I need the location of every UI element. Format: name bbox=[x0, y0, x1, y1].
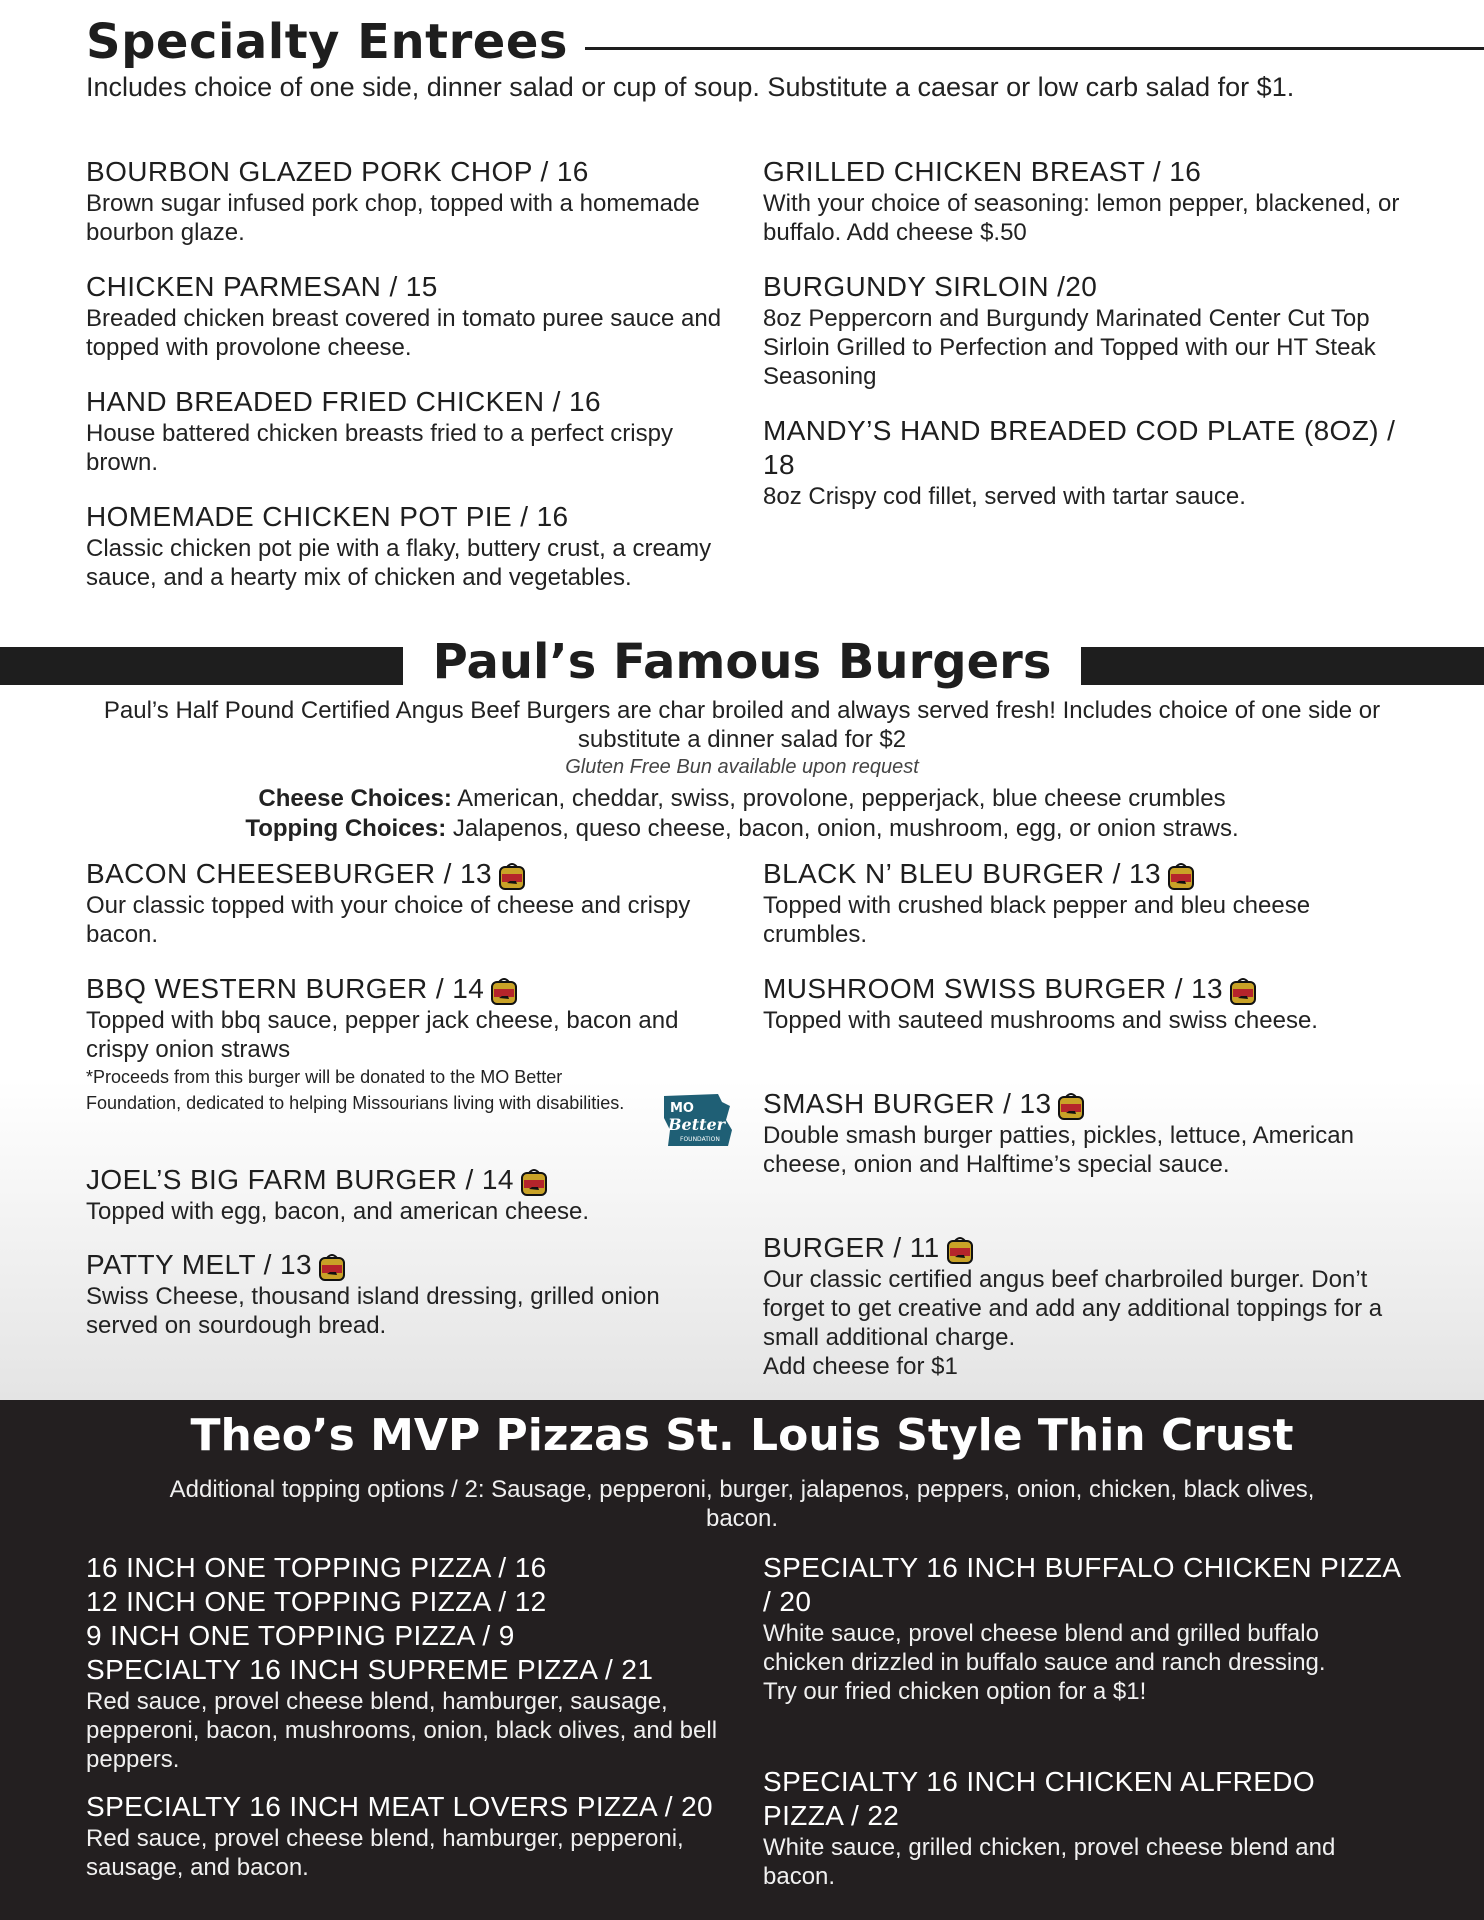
item-description: Our classic topped with your choice of cheese and crispy bacon. bbox=[86, 892, 691, 948]
burgers-title: Paul’s Famous Burgers bbox=[432, 634, 1052, 690]
burgers-left-column bbox=[86, 857, 726, 1340]
menu-item bbox=[763, 972, 1413, 1087]
item-name: CHICKEN PARMESAN / 15 bbox=[86, 271, 438, 302]
certified-angus-beef-icon bbox=[490, 976, 518, 1006]
menu-item bbox=[86, 385, 726, 500]
item-description: White sauce, grilled chicken, provel cheese blend and bacon. bbox=[763, 1834, 1336, 1890]
item-name-row bbox=[763, 972, 1413, 1006]
item-description: Topped with bbq sauce, pepper jack cheese, bacon and crispy onion straws bbox=[86, 1007, 679, 1063]
logo-text-middle: Better bbox=[668, 1115, 726, 1134]
logo-text-top: MO bbox=[670, 1101, 694, 1116]
item-name: HAND BREADED FRIED CHICKEN / 16 bbox=[86, 386, 601, 417]
menu-item bbox=[86, 1790, 746, 1882]
item-name: BBQ WESTERN BURGER / 14 bbox=[86, 973, 485, 1004]
item-description: 8oz Peppercorn and Burgundy Marinated Center Cut Top Sirloin Grilled to Perfection and Topped with our HT Steak Seasoning bbox=[763, 305, 1376, 390]
item-description: White sauce, provel cheese blend and grilled buffalo chicken drizzled in buffalo sauce and ranch dressing. bbox=[763, 1620, 1326, 1676]
item-name: BOURBON GLAZED PORK CHOP / 16 bbox=[86, 156, 589, 187]
item-description: 8oz Crispy cod fillet, served with tartar sauce. bbox=[763, 483, 1246, 510]
gluten-free-note: Gluten Free Bun available upon request bbox=[565, 756, 919, 778]
item-name: BACON CHEESEBURGER / 13 bbox=[86, 858, 492, 889]
menu-item bbox=[86, 270, 726, 385]
cheese-choices bbox=[86, 784, 1398, 814]
item-name: SPECIALTY 16 INCH MEAT LOVERS PIZZA / 20 bbox=[86, 1791, 714, 1822]
certified-angus-beef-icon bbox=[1229, 976, 1257, 1006]
item-name: BURGUNDY SIRLOIN /20 bbox=[763, 271, 1098, 302]
item-name-row bbox=[86, 972, 726, 1006]
certified-angus-beef-icon bbox=[318, 1252, 346, 1282]
item-description: Classic chicken pot pie with a flaky, buttery crust, a creamy sauce, and a hearty mix of chicken and vegetables. bbox=[86, 535, 712, 591]
item-description: Topped with crushed black pepper and bleu cheese crumbles. bbox=[763, 892, 1311, 948]
item-description: Topped with egg, bacon, and american cheese. bbox=[86, 1198, 590, 1225]
menu-item bbox=[763, 1551, 1403, 1765]
cheese-choices-text: American, cheddar, swiss, provolone, pepperjack, blue cheese crumbles bbox=[451, 785, 1226, 812]
item-name: SMASH BURGER / 13 bbox=[763, 1088, 1052, 1119]
item-extra: Try our fried chicken option for a $1! bbox=[763, 1678, 1147, 1705]
item-name: HOMEMADE CHICKEN POT PIE / 16 bbox=[86, 501, 569, 532]
pizza-right-column bbox=[763, 1551, 1403, 1891]
menu-item bbox=[763, 414, 1403, 511]
pizza-size-item: 9 INCH ONE TOPPING PIZZA / 9 bbox=[86, 1620, 515, 1651]
item-name: SPECIALTY 16 INCH SUPREME PIZZA / 21 bbox=[86, 1654, 654, 1685]
certified-angus-beef-icon bbox=[1167, 861, 1195, 891]
menu-item bbox=[86, 1163, 726, 1248]
menu-item bbox=[763, 155, 1403, 270]
specialty-right-column bbox=[763, 155, 1403, 511]
item-description: Brown sugar infused pork chop, topped with a homemade bourbon glaze. bbox=[86, 190, 700, 246]
title-band-left bbox=[0, 647, 403, 685]
item-name: JOEL’S BIG FARM BURGER / 14 bbox=[86, 1164, 514, 1195]
item-name: BURGER / 11 bbox=[763, 1232, 940, 1263]
menu-item bbox=[86, 500, 726, 592]
cheese-choices-label: Cheese Choices: bbox=[258, 785, 452, 812]
specialty-title: Specialty Entrees bbox=[86, 14, 568, 70]
topping-choices bbox=[86, 814, 1398, 844]
mo-better-foundation-logo bbox=[660, 1090, 734, 1150]
menu-item bbox=[86, 1248, 726, 1340]
item-name: SPECIALTY 16 INCH BUFFALO CHICKEN PIZZA / 20 bbox=[763, 1552, 1400, 1617]
item-description: Double smash burger patties, pickles, lettuce, American cheese, onion and Halftime’s special sauce. bbox=[763, 1122, 1354, 1178]
item-name: SPECIALTY 16 INCH CHICKEN ALFREDO PIZZA / 22 bbox=[763, 1766, 1316, 1831]
menu-item bbox=[763, 270, 1403, 414]
item-description: Topped with sauteed mushrooms and swiss cheese. bbox=[763, 1007, 1318, 1034]
burgers-right-column bbox=[763, 857, 1413, 1381]
item-name: PATTY MELT / 13 bbox=[86, 1249, 312, 1280]
item-name: GRILLED CHICKEN BREAST / 16 bbox=[763, 156, 1202, 187]
item-name-row bbox=[86, 1163, 726, 1197]
item-description: Breaded chicken breast covered in tomato puree sauce and topped with provolone cheese. bbox=[86, 305, 722, 361]
pizza-left-column bbox=[86, 1551, 746, 1882]
certified-angus-beef-icon bbox=[498, 861, 526, 891]
item-name-row bbox=[763, 1087, 1413, 1121]
item-description: Red sauce, provel cheese blend, hamburger, sausage, pepperoni, bacon, mushrooms, onion, black olives, and bell peppers. bbox=[86, 1688, 718, 1773]
title-band-right bbox=[1081, 647, 1484, 685]
item-description: Red sauce, provel cheese blend, hamburger, pepperoni, sausage, and bacon. bbox=[86, 1825, 684, 1881]
menu-item bbox=[86, 1653, 746, 1790]
menu-item bbox=[86, 857, 726, 972]
certified-angus-beef-icon bbox=[520, 1167, 548, 1197]
pizza-size-item: 12 INCH ONE TOPPING PIZZA / 12 bbox=[86, 1586, 547, 1617]
item-extra: Add cheese for $1 bbox=[763, 1353, 958, 1380]
item-description: Swiss Cheese, thousand island dressing, grilled onion served on sourdough bread. bbox=[86, 1283, 660, 1339]
item-name-row bbox=[763, 1231, 1413, 1265]
pizza-title: Theo’s MVP Pizzas St. Louis Style Thin Crust bbox=[190, 1410, 1294, 1461]
item-description: With your choice of seasoning: lemon pepper, blackened, or buffalo. Add cheese $.50 bbox=[763, 190, 1400, 246]
topping-choices-label: Topping Choices: bbox=[245, 815, 447, 842]
menu-item bbox=[763, 1765, 1403, 1891]
item-name-row bbox=[86, 1248, 726, 1282]
donation-note: *Proceeds from this burger will be donated to the MO Better Foundation, dedicated to helping Missourians living with disabilities. bbox=[86, 1067, 625, 1113]
item-name: MUSHROOM SWISS BURGER / 13 bbox=[763, 973, 1224, 1004]
item-name-row bbox=[763, 857, 1413, 891]
item-name: MANDY’S HAND BREADED COD PLATE (8OZ) / 18 bbox=[763, 415, 1396, 480]
item-name-row bbox=[86, 857, 726, 891]
pizza-intro: Additional topping options / 2: Sausage, pepperoni, burger, jalapenos, peppers, onion, chicken, black olives, bacon. bbox=[169, 1476, 1315, 1532]
item-description: Our classic certified angus beef charbroiled burger. Don’t forget to get creative and add any additional toppings for a small additional charge. bbox=[763, 1266, 1383, 1351]
certified-angus-beef-icon bbox=[946, 1235, 974, 1265]
title-rule bbox=[585, 47, 1484, 50]
specialty-left-column bbox=[86, 155, 726, 592]
certified-angus-beef-icon bbox=[1057, 1091, 1085, 1121]
menu-item bbox=[86, 155, 726, 270]
specialty-intro: Includes choice of one side, dinner salad or cup of soup. Substitute a caesar or low carb salad for $1. bbox=[86, 72, 1295, 102]
topping-choices-text: Jalapenos, queso cheese, bacon, onion, mushroom, egg, or onion straws. bbox=[446, 815, 1239, 842]
logo-text-bottom: FOUNDATION bbox=[680, 1136, 720, 1143]
menu-item bbox=[763, 1087, 1413, 1231]
menu-item bbox=[86, 972, 726, 1163]
menu-item bbox=[763, 1231, 1413, 1381]
pizza-size-item: 16 INCH ONE TOPPING PIZZA / 16 bbox=[86, 1552, 547, 1583]
burgers-intro: Paul’s Half Pound Certified Angus Beef Burgers are char broiled and always served fresh! Includes choice of one side or substitute a dinner salad for $2 bbox=[103, 697, 1381, 753]
item-description: House battered chicken breasts fried to a perfect crispy brown. bbox=[86, 420, 673, 476]
item-name: BLACK N’ BLEU BURGER / 13 bbox=[763, 858, 1161, 889]
menu-item bbox=[763, 857, 1413, 972]
